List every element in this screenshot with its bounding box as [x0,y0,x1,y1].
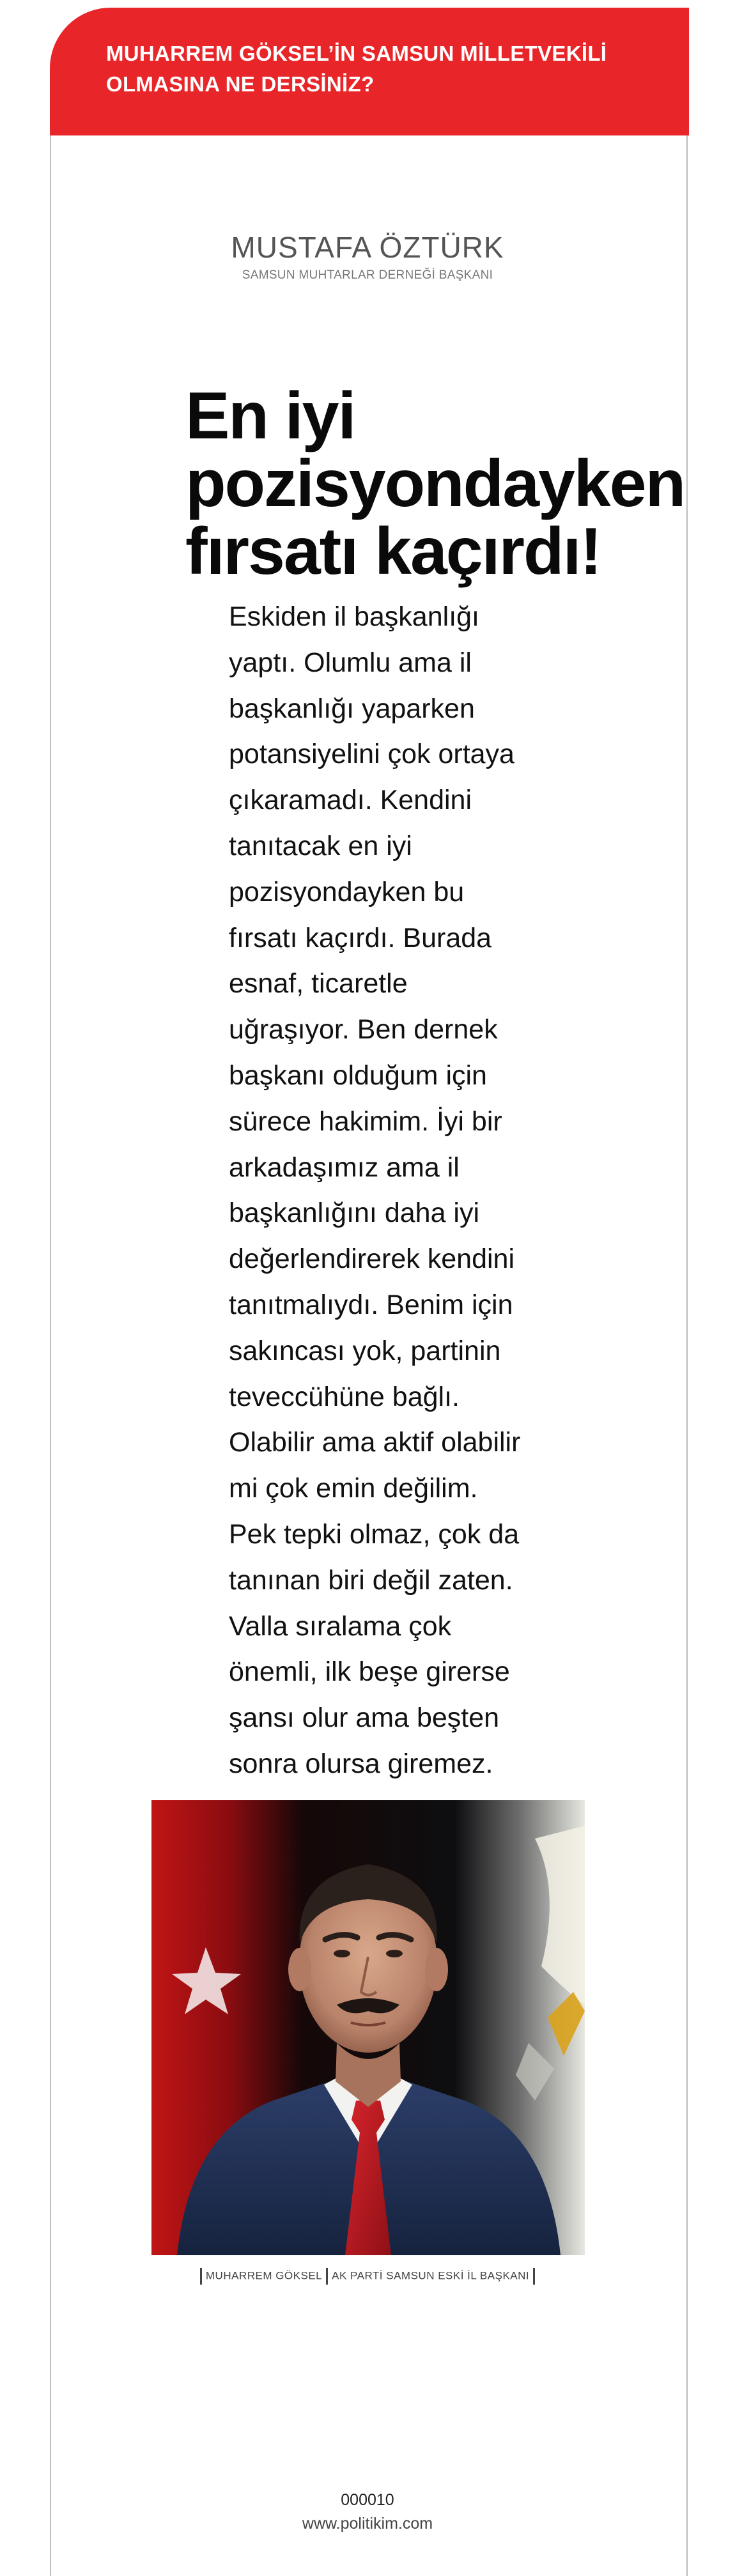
body-line: teveccühüne bağlı. [229,1381,460,1412]
body-line: tanıtacak en iyi [229,830,412,861]
photo-caption [0,2268,735,2285]
body-line: pozisyondayken bu [229,876,465,907]
body-line: arkadaşımız ama il [229,1152,460,1183]
article-headline [185,379,685,589]
caption-name: MUHARREM GÖKSEL [205,2269,323,2282]
body-line: Pek tepki olmaz, çok da [229,1518,520,1550]
article-body [229,594,529,1787]
page-frame-left [50,135,51,2576]
body-line: değerlendirerek kendini [229,1244,515,1275]
body-line: mi çok emin değilim. [229,1473,478,1504]
body-line: tanıtmalıydı. Benim için [229,1289,513,1320]
body-line: fırsatı kaçırdı. Burada [229,922,492,953]
body-line: şansı olur ama beşten [229,1702,500,1734]
body-line: sakıncası yok, partinin [229,1335,501,1366]
body-line: Eskiden il başkanlığı [229,601,479,632]
caption-divider [326,2268,328,2285]
caption-divider [200,2268,202,2285]
header-banner [50,8,689,135]
body-line: başkanlığını daha iyi [229,1198,480,1229]
body-line: sürece hakimim. İyi bir [229,1106,502,1137]
body-line: başkanlığı yaparken [229,693,475,724]
body-line: yaptı. Olumlu ama il [229,647,472,678]
body-line: sonra olursa giremez. [229,1748,493,1779]
page-number: 000010 [341,2491,394,2509]
body-line: esnaf, ticaretle [229,968,408,999]
body-line: Valla sıralama çok [229,1610,452,1642]
site-url[interactable]: www.politikim.com [302,2515,433,2533]
headline-line: En iyi [185,379,355,453]
body-line: Olabilir ama aktif olabilir [229,1427,521,1458]
portrait-photo [151,1800,585,2255]
headline-line: fırsatı kaçırdı! [185,514,601,589]
headline-line: pozisyondayken [185,447,685,521]
body-line: potansiyelini çok ortaya [229,739,514,770]
body-line: tanınan biri değil zaten. [229,1564,513,1596]
page-frame-right [686,135,688,2576]
caption-divider [533,2268,535,2285]
author-role: SAMSUN MUHTARLAR DERNEĞİ BAŞKANI [242,268,493,282]
body-line: başkanı olduğum için [229,1060,487,1091]
banner-title: MUHARREM GÖKSEL’İN SAMSUN MİLLETVEKİLİ OLMASINA NE DERSİNİZ? [106,42,607,96]
author-name: MUSTAFA ÖZTÜRK [231,231,504,264]
body-line: çıkaramadı. Kendini [229,785,472,816]
caption-role: AK PARTİ SAMSUN ESKİ İL BAŞKANI [332,2269,530,2282]
body-line: uğraşıyor. Ben dernek [229,1014,498,1045]
body-line: önemli, ilk beşe girerse [229,1656,510,1688]
